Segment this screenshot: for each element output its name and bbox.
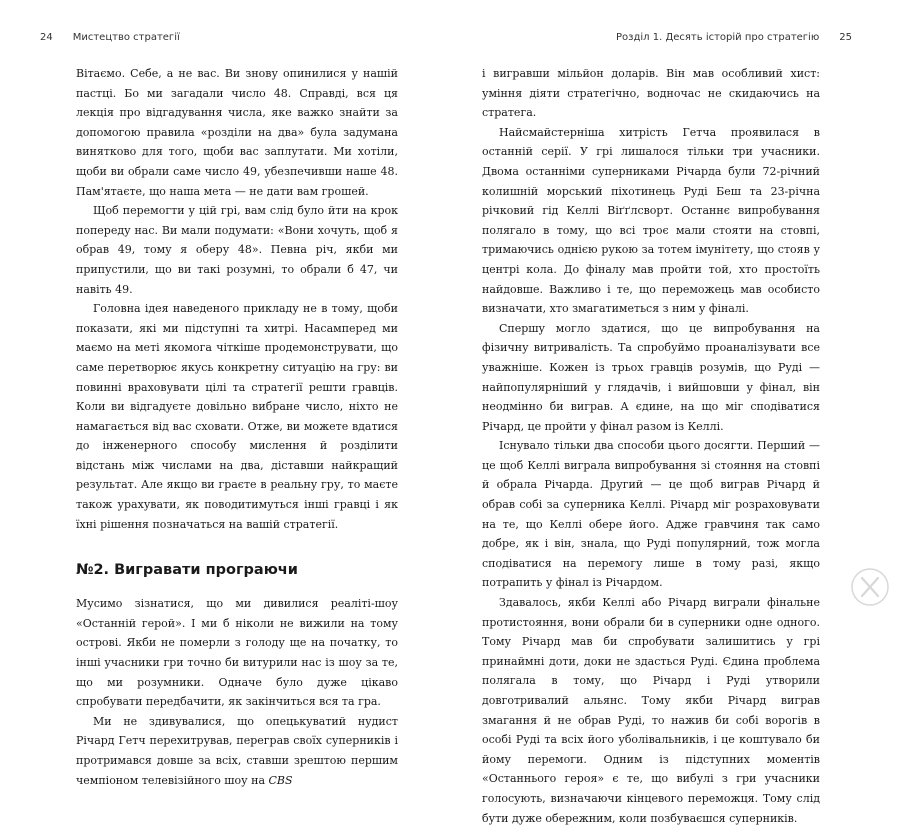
right-page-number: 25 bbox=[839, 32, 852, 43]
left-running-title: Мистецтво стратегії bbox=[72, 32, 180, 43]
right-page bbox=[450, 0, 900, 825]
paragraph: Спершу могло здатися, що це випробування на фізичну витривалість. Та спробуймо проаналізувати все уважніше. Кожен із трьох гравців розумів, що Руді — найпопулярніший у глядачів, і вийшовши у фінал, він неодмінно би виграв. А єдине, на що міг сподіватися Річард, це пройти у фінал разом із Келлі. bbox=[482, 321, 820, 433]
x-circle-watermark-icon bbox=[850, 567, 890, 607]
right-text-column bbox=[482, 64, 820, 828]
paragraph: Вітаємо. Себе, а не вас. Ви знову опинилися у нашій пастці. Бо ми загадали число 48. Справді, вся ця лекція про відгадування числа, яке важко знайти за допомогою правила «розділи на два» була задумана винятково для того, щоби вас заплутати. Ми хотіли, щоби ви обрали саме число 49, убезпечивши наше 48. Пам'ятаєте, що наша мета — не дати вам грошей. bbox=[76, 67, 398, 198]
paragraph: і вигравши мільйон доларів. Він мав особливий хист: уміння діяти стратегічно, водночас не скидаючись на стратега. bbox=[482, 67, 820, 120]
paragraph: Головна ідея наведеного прикладу не в тому, щоби показати, які ми підступні та хитрі. Насамперед ми маємо на меті якомога чіткіше продемонструвати, що саме перетворює якусь конкретну ситуацію на гру: ви повинні враховувати цілі та стратегії решти гравців. Коли ви відгадуєте довільно вибране число, ніхто не намагається від вас сховати. Отже, ви можете вдатися до інженерного способу мислення й розділити відстань між числами на два, діставши найкращий результат. Але якщо ви граєте в реальну гру, то маєте також урахувати, як поводитимуться інші гравці і як їхні рішення позначаться на вашій стратегії. bbox=[76, 302, 398, 531]
right-running-title: Розділ 1. Десять історій про стратегію bbox=[616, 32, 820, 43]
paragraph: Найсмайстерніша хитрість Гетча проявилася в останній серії. У грі лишалося тільки три учасники. Двома останніми суперниками Річарда були 72-річний колишній морський піхотинець Руді Беш та 23-річна річковий гід Келлі Віґґлсворт. Останнє випробування полягало в тому, що всі троє мали стояти на стовпі, тримаючись однією рукою за тотем імунітету, що стояв у центрі кола. До фіналу мав пройти той, хто простоїть найдовше. Важливо і те, що переможець мав особисто визначати, хто змагатиметься з ним у фіналі. bbox=[482, 125, 820, 316]
paragraph: Існувало тільки два способи цього досягти. Перший — це щоб Келлі виграла випробування зі стояння на стовпі й обрала Річарда. Другий — це щоб виграв Річард й обрав собі за суперника Келлі. Річард міг розраховувати на те, що Келлі обере його. Адже гравчиня так само добре, як і він, знала, що Руді популярний, тож могла сподіватися на перемогу лише в тому разі, якщо потрапить у фінал із Річардом. bbox=[482, 439, 820, 590]
left-text-column bbox=[76, 64, 398, 790]
left-page bbox=[0, 0, 450, 787]
paragraph: Щоб перемогти у цій грі, вам слід було йти на крок попереду нас. Ви мали подумати: «Вони хочуть, щоб я обрав 49, тому я оберу 48». Певна річ, якби ми припустили, що ви такі розумні, то обрали б 47, чи навіть 49. bbox=[76, 204, 398, 296]
right-running-head bbox=[616, 32, 852, 43]
left-page-number: 24 bbox=[40, 32, 53, 43]
paragraph bbox=[76, 712, 398, 790]
paragraph: Здавалось, якби Келлі або Річард виграли фінальне протистояння, вони обрали би в суперники одне одного. Тому Річард мав би спробувати залишитись у грі принаймні доти, доки не здасться Руді. Єдина проблема полягала в тому, що Річард і Руді утворили довготривалий альянс. Тому якби Річард виграв змагання й не обрав Руді, то нажив би собі ворогів в особі Руді та всіх його уболівальників, і це коштувало би йому перемоги. Одним із підступних моментів «Останнього героя» є те, що вибулі з гри учасники голосують, визначаючи кінцевого переможця. Тому слід бути дуже обережним, коли позбуваєшся суперників. bbox=[482, 596, 820, 825]
paragraph-text: Ми не здивувалися, що опецькуватий нудист Річард Гетч перехитрував, переграв своїх суперників і протримався довше за всіх, ставши зрештою першим чемпіоном телевізійного шоу на bbox=[76, 714, 398, 787]
cbs-italic: CBS bbox=[268, 773, 293, 787]
left-running-head bbox=[40, 32, 180, 43]
section-heading: №2. Вигравати програючи bbox=[76, 562, 298, 579]
paragraph: Мусимо зізнатися, що ми дивилися реаліті-шоу «Останній герой». І ми б ніколи не вижили на тому острові. Якби не померли з голоду ще на початку, то інші учасники гри точно би витурили нас із шоу за те, що ми розумники. Одначе було дуже цікаво спробувати передбачити, як закінчиться вся та гра. bbox=[76, 597, 398, 709]
